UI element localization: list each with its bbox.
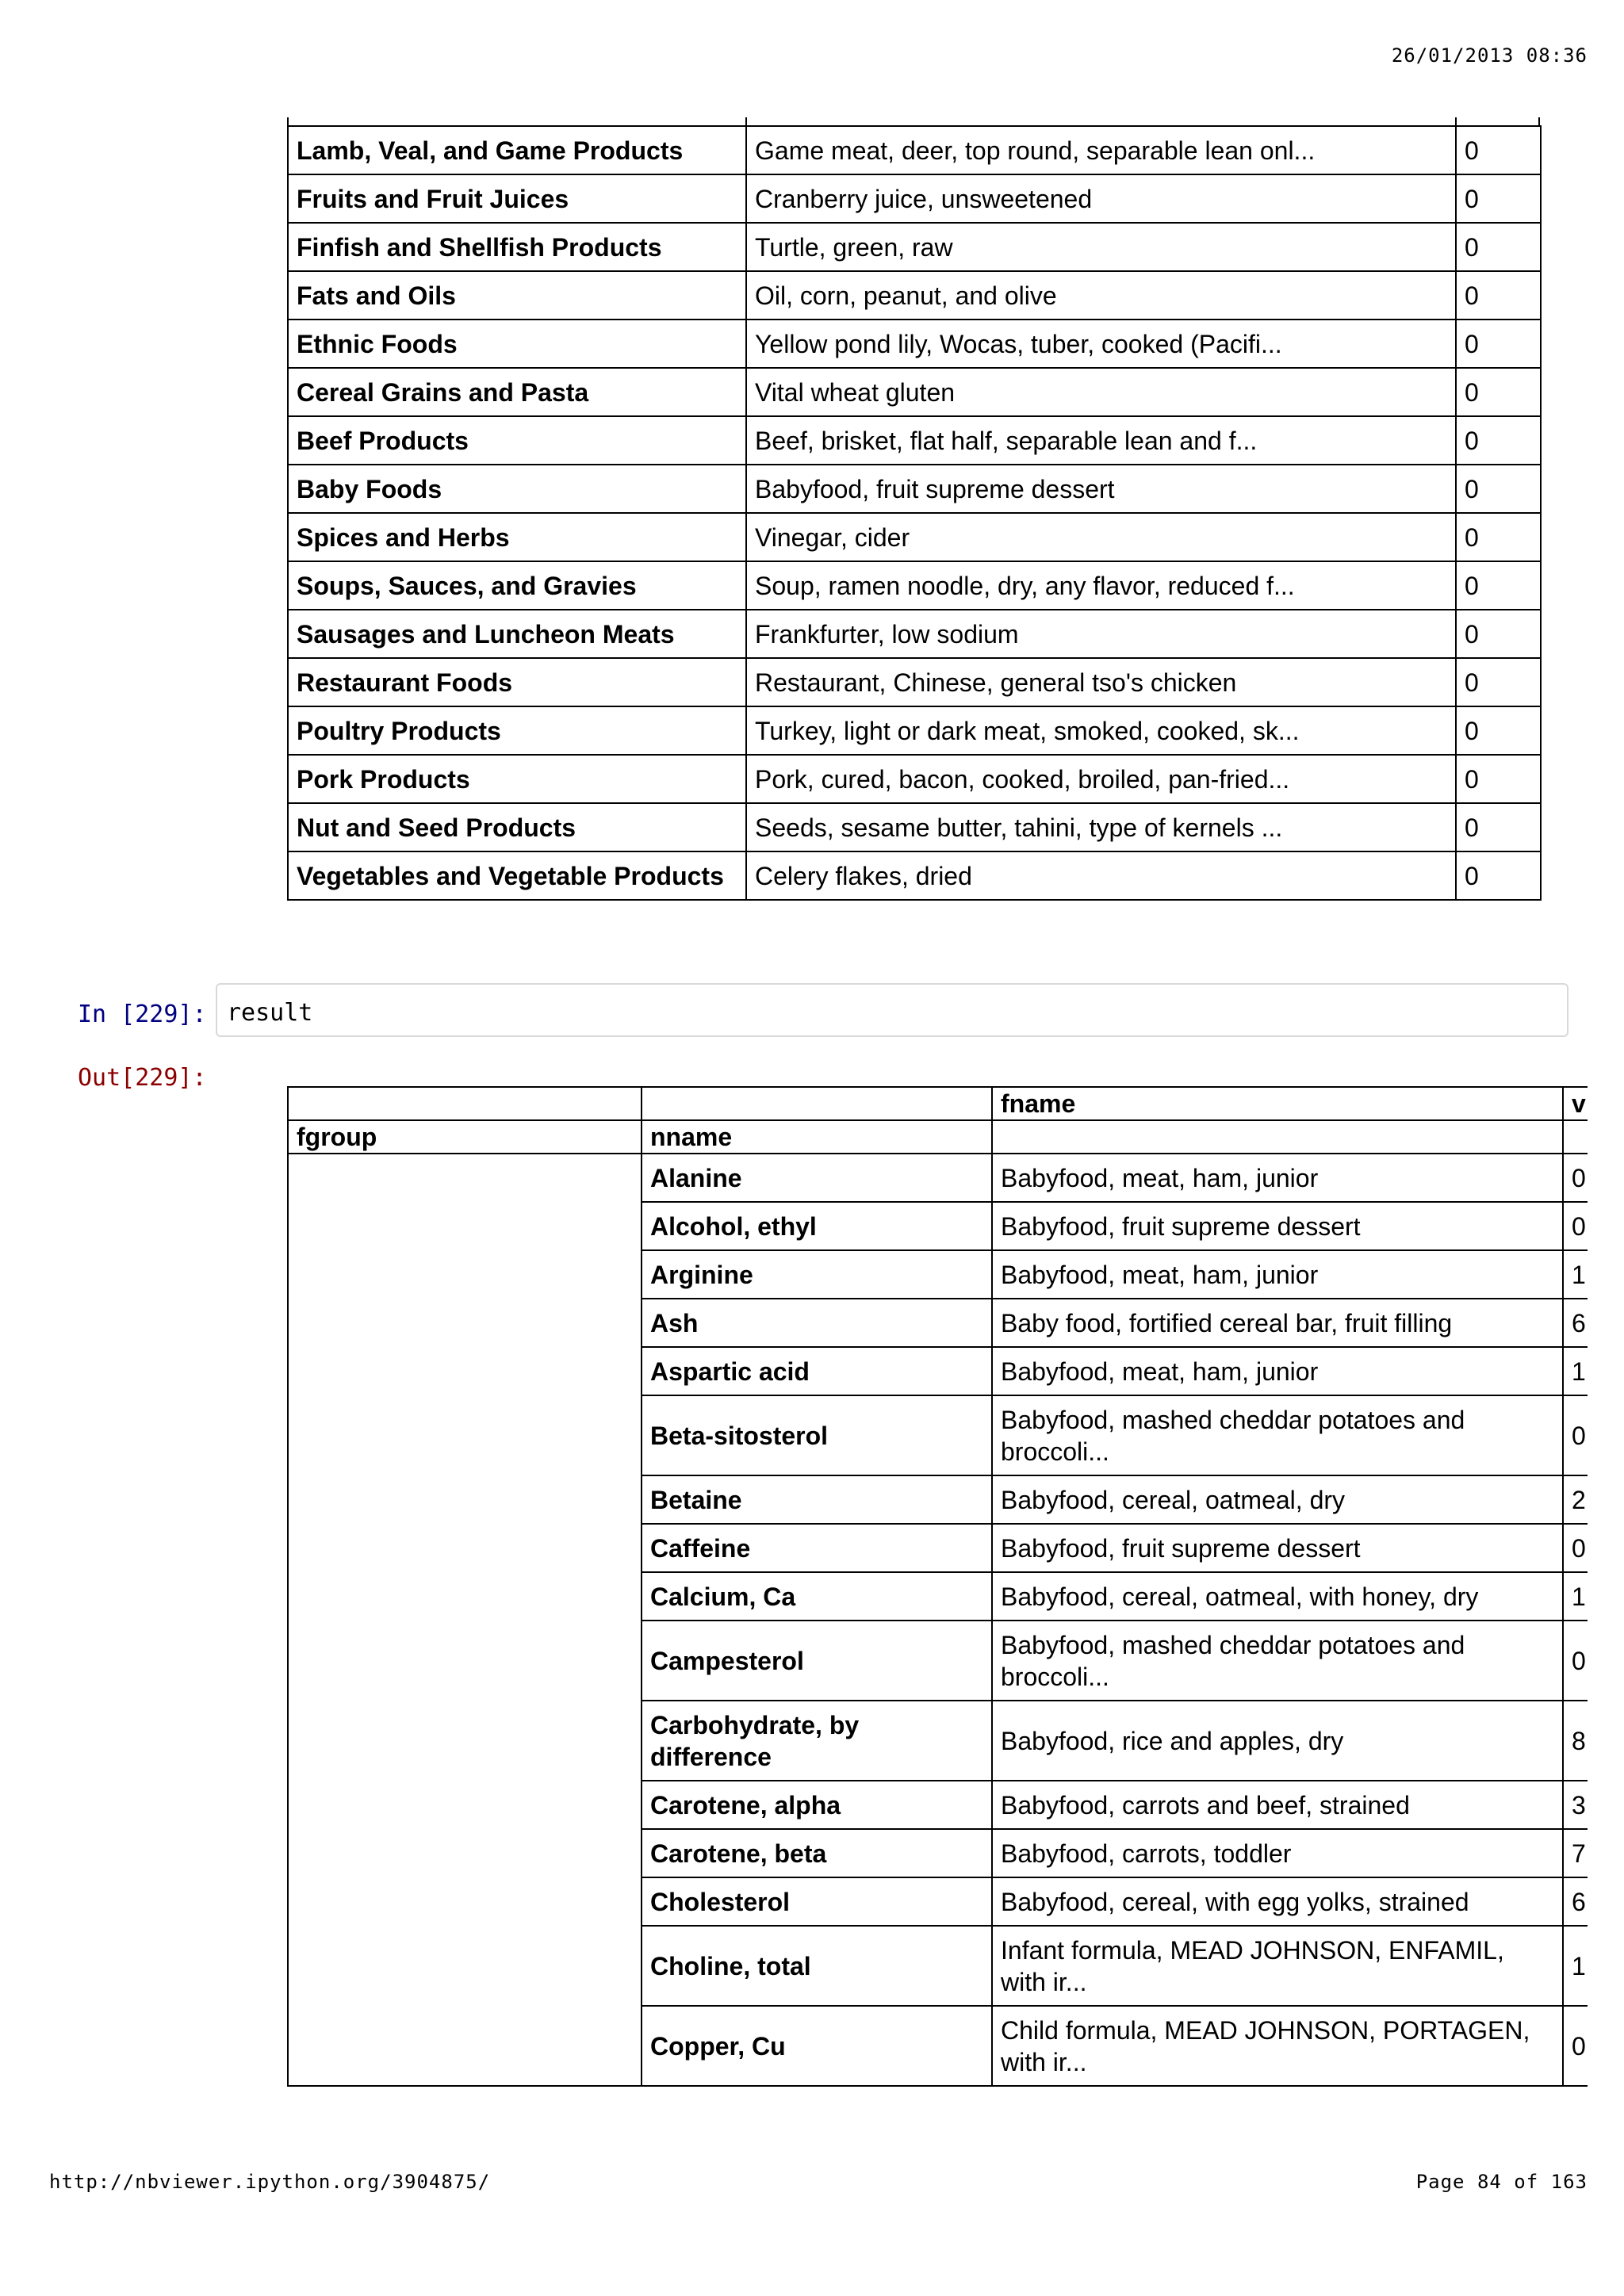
cell-nutrient-name: Beta-sitosterol — [642, 1395, 992, 1475]
cell-nutrient-name: Calcium, Ca — [642, 1572, 992, 1621]
cell-food-name: Babyfood, rice and apples, dry — [992, 1701, 1563, 1781]
cell-value: 0 — [1456, 755, 1541, 803]
cell-value: 0 — [1456, 610, 1541, 658]
column-header-row — [288, 1087, 1588, 1120]
cell-value: 0 — [1456, 803, 1541, 851]
cell-food-name: Babyfood, carrots, toddler — [992, 1829, 1563, 1877]
cell-value: 0 — [1456, 851, 1541, 900]
cell-food-name: Turtle, green, raw — [746, 223, 1456, 271]
cell-food-group: Spices and Herbs — [288, 513, 746, 561]
cell-value: 6 — [1563, 1877, 1588, 1926]
cell-value: 8 — [1563, 1701, 1588, 1781]
cell-nutrient-name: Caffeine — [642, 1524, 992, 1572]
cell-value: 0 — [1563, 1621, 1588, 1701]
cell-nutrient-name: Copper, Cu — [642, 2006, 992, 2086]
table-row — [288, 271, 1541, 320]
cell-value: 0 — [1563, 2006, 1588, 2086]
result-table — [287, 1086, 1588, 2087]
cell-food-name: Babyfood, meat, ham, junior — [992, 1250, 1563, 1299]
cell-nutrient-name: Cholesterol — [642, 1877, 992, 1926]
cell-food-group: Ethnic Foods — [288, 320, 746, 368]
print-timestamp: 26/01/2013 08:36 — [1391, 44, 1588, 67]
cell-value: 1 — [1563, 1250, 1588, 1299]
cell-food-name: Babyfood, carrots and beef, strained — [992, 1781, 1563, 1829]
cell-food-name: Babyfood, fruit supreme dessert — [746, 465, 1456, 513]
cell-food-name: Babyfood, mashed cheddar potatoes and broccoli... — [992, 1395, 1563, 1475]
code-input-cell[interactable]: result — [216, 983, 1568, 1037]
cell-value: 0 — [1563, 1154, 1588, 1202]
column-header-value: v — [1563, 1087, 1588, 1120]
column-header-fname: fname — [992, 1087, 1563, 1120]
table-row — [288, 755, 1541, 803]
cell-value: 0 — [1456, 706, 1541, 755]
cell-value: 3 — [1563, 1781, 1588, 1829]
cell-food-name: Babyfood, cereal, with egg yolks, strained — [992, 1877, 1563, 1926]
cell-value: 0 — [1456, 174, 1541, 223]
cell-food-name: Oil, corn, peanut, and olive — [746, 271, 1456, 320]
table-row — [288, 1154, 1588, 1202]
cell-food-group: Baby Foods — [288, 465, 746, 513]
footer-page-number: Page 84 of 163 — [1415, 2171, 1588, 2193]
cell-food-name: Babyfood, meat, ham, junior — [992, 1347, 1563, 1395]
cell-food-name: Restaurant, Chinese, general tso's chicken — [746, 658, 1456, 706]
column-header — [288, 1087, 642, 1120]
cell-food-name: Babyfood, meat, ham, junior — [992, 1154, 1563, 1202]
cell-food-name: Turkey, light or dark meat, smoked, cooked, sk... — [746, 706, 1456, 755]
cell-food-group: Lamb, Veal, and Game Products — [288, 126, 746, 174]
table-row — [288, 561, 1541, 610]
cell-nutrient-name: Aspartic acid — [642, 1347, 992, 1395]
cell-food-name: Babyfood, fruit supreme dessert — [992, 1524, 1563, 1572]
cell-value: 0 — [1563, 1395, 1588, 1475]
cell-food-group: Poultry Products — [288, 706, 746, 755]
cell-food-name: Babyfood, fruit supreme dessert — [992, 1202, 1563, 1250]
table-row — [288, 174, 1541, 223]
cell-food-group: Cereal Grains and Pasta — [288, 368, 746, 416]
cell-food-name: Game meat, deer, top round, separable lean onl... — [746, 126, 1456, 174]
index-header-fgroup: fgroup — [288, 1120, 642, 1154]
table-row — [288, 706, 1541, 755]
table-row — [288, 126, 1541, 174]
cell-nutrient-name: Carotene, alpha — [642, 1781, 992, 1829]
cell-food-name: Soup, ramen noodle, dry, any flavor, reduced f... — [746, 561, 1456, 610]
cell-nutrient-name: Alcohol, ethyl — [642, 1202, 992, 1250]
cell-food-name: Babyfood, cereal, oatmeal, dry — [992, 1475, 1563, 1524]
index-header-row — [288, 1120, 1588, 1154]
cell-value: 0 — [1456, 320, 1541, 368]
cell-value: 0 — [1456, 223, 1541, 271]
cell-value: 1 — [1563, 1926, 1588, 2006]
cell-food-name: Celery flakes, dried — [746, 851, 1456, 900]
cell-value: 0 — [1456, 271, 1541, 320]
cell-nutrient-name: Carbohydrate, by difference — [642, 1701, 992, 1781]
cell-food-group: Soups, Sauces, and Gravies — [288, 561, 746, 610]
index-header-empty — [992, 1120, 1563, 1154]
cell-nutrient-name: Alanine — [642, 1154, 992, 1202]
cell-food-name: Cranberry juice, unsweetened — [746, 174, 1456, 223]
table-row — [288, 465, 1541, 513]
cell-nutrient-name: Campesterol — [642, 1621, 992, 1701]
cell-value: 1 — [1563, 1572, 1588, 1621]
cell-fgroup-spanning — [288, 1154, 642, 2086]
cell-food-group: Vegetables and Vegetable Products — [288, 851, 746, 900]
cell-nutrient-name: Betaine — [642, 1475, 992, 1524]
cell-nutrient-name: Carotene, beta — [642, 1829, 992, 1877]
cell-value: 0 — [1456, 465, 1541, 513]
food-group-table — [287, 125, 1542, 901]
cell-food-name: Child formula, MEAD JOHNSON, PORTAGEN, with ir... — [992, 2006, 1563, 2086]
cell-nutrient-name: Arginine — [642, 1250, 992, 1299]
cell-food-name: Pork, cured, bacon, cooked, broiled, pan-fried... — [746, 755, 1456, 803]
cell-food-group: Fruits and Fruit Juices — [288, 174, 746, 223]
cell-food-group: Nut and Seed Products — [288, 803, 746, 851]
cell-value: 0 — [1456, 416, 1541, 465]
cell-food-name: Beef, brisket, flat half, separable lean and f... — [746, 416, 1456, 465]
index-header-empty — [1563, 1120, 1588, 1154]
cell-food-name: Infant formula, MEAD JOHNSON, ENFAMIL, with ir... — [992, 1926, 1563, 2006]
table-row — [288, 803, 1541, 851]
cell-food-name: Babyfood, mashed cheddar potatoes and broccoli... — [992, 1621, 1563, 1701]
cell-food-group: Finfish and Shellfish Products — [288, 223, 746, 271]
cell-food-group: Beef Products — [288, 416, 746, 465]
cell-value: 1 — [1563, 1347, 1588, 1395]
table-row — [288, 851, 1541, 900]
cell-food-name: Baby food, fortified cereal bar, fruit filling — [992, 1299, 1563, 1347]
table-row — [288, 416, 1541, 465]
cell-food-group: Restaurant Foods — [288, 658, 746, 706]
cell-nutrient-name: Ash — [642, 1299, 992, 1347]
cell-value: 0 — [1456, 561, 1541, 610]
cell-value: 0 — [1456, 126, 1541, 174]
cell-food-name: Frankfurter, low sodium — [746, 610, 1456, 658]
cell-value: 7 — [1563, 1829, 1588, 1877]
cell-value: 0 — [1456, 368, 1541, 416]
cell-nutrient-name: Choline, total — [642, 1926, 992, 2006]
cell-value: 0 — [1456, 658, 1541, 706]
cell-food-group: Pork Products — [288, 755, 746, 803]
cell-value: 0 — [1456, 513, 1541, 561]
cell-value: 0 — [1563, 1202, 1588, 1250]
cell-food-group: Fats and Oils — [288, 271, 746, 320]
table-row — [288, 513, 1541, 561]
cell-food-name: Yellow pond lily, Wocas, tuber, cooked (Pacifi... — [746, 320, 1456, 368]
cell-value: 6 — [1563, 1299, 1588, 1347]
footer-url: http://nbviewer.ipython.org/3904875/ — [49, 2171, 491, 2193]
column-header — [642, 1087, 992, 1120]
cell-food-name: Seeds, sesame butter, tahini, type of kernels ... — [746, 803, 1456, 851]
output-area — [287, 1086, 1588, 2136]
table-row — [288, 223, 1541, 271]
cell-food-name: Babyfood, cereal, oatmeal, with honey, dry — [992, 1572, 1563, 1621]
table-row — [288, 320, 1541, 368]
cell-food-name: Vital wheat gluten — [746, 368, 1456, 416]
table-row — [288, 368, 1541, 416]
index-header-nname: nname — [642, 1120, 992, 1154]
cell-value: 2 — [1563, 1475, 1588, 1524]
table-row — [288, 610, 1541, 658]
output-prompt: Out[229]: — [78, 1064, 207, 1092]
cell-food-group: Sausages and Luncheon Meats — [288, 610, 746, 658]
cell-value: 0 — [1563, 1524, 1588, 1572]
input-prompt: In [229]: — [78, 1001, 207, 1028]
cell-food-name: Vinegar, cider — [746, 513, 1456, 561]
table-row — [288, 658, 1541, 706]
